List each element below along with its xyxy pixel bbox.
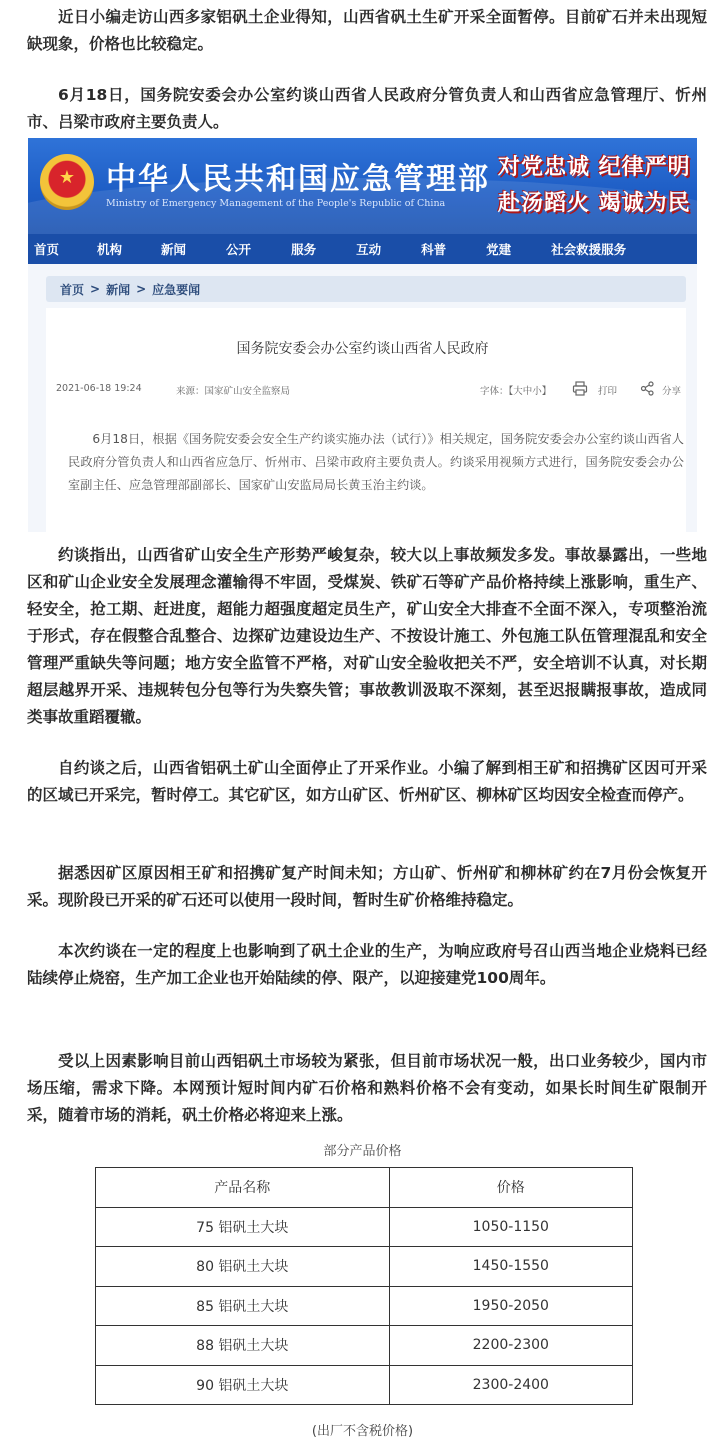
product-price: 1050-1150: [389, 1207, 632, 1247]
article-body: 6月18日，根据《国务院安委会安全生产约谈实施办法（试行）》相关规定，国务院安委会办公室约谈山西省人民政府分管负责人和山西省应急厅、忻州市、吕梁市政府主要负责人。约谈采用视频方式进行，国务院安委会办公室副主任、应急管理部副部长、国家矿山安监局局长黄玉治主约谈。: [68, 432, 684, 492]
article-date: 2021-06-18 19:24: [56, 383, 142, 394]
product-name: 88 铝矾土大块: [96, 1326, 390, 1366]
share-label[interactable]: 分享: [662, 386, 682, 397]
product-name: 75 铝矾土大块: [96, 1207, 390, 1247]
national-emblem-icon: ★: [40, 154, 94, 210]
site-banner: [28, 138, 697, 234]
nav-item-science[interactable]: 科普: [421, 242, 447, 257]
table-row: [96, 1207, 633, 1247]
breadcrumb: [46, 276, 686, 302]
nav-item-interact[interactable]: 互动: [356, 242, 382, 257]
nav-item-home[interactable]: 首页: [34, 242, 60, 257]
column-header-price: 价格: [389, 1168, 632, 1208]
paragraph-resume: 据悉因矿区原因相王矿和招携矿复产时间未知；方山矿、忻州矿和柳林矿约在7月份会恢复开采。现阶段已开采的矿石还可以使用一段时间，暂时生矿价格维持稳定。: [27, 864, 707, 909]
print-label[interactable]: 打印: [598, 386, 618, 397]
column-header-name: 产品名称: [96, 1168, 390, 1208]
slogan-line2: 赴汤蹈火 竭诚为民: [498, 190, 691, 216]
embedded-website-screenshot: [28, 138, 697, 532]
table-row: [96, 1247, 633, 1287]
product-price: 2200-2300: [389, 1326, 632, 1366]
table-note: (出厂不含税价格): [311, 1424, 414, 1439]
product-price: 2300-2400: [389, 1365, 632, 1405]
nav-item-party[interactable]: 党建: [486, 242, 512, 257]
site-title-en: Ministry of Emergency Management of the People's Republic of China: [106, 198, 446, 209]
site-nav: [28, 234, 697, 264]
print-icon[interactable]: [572, 381, 588, 396]
site-title: 中华人民共和国应急管理部: [106, 162, 490, 197]
breadcrumb-separator: >: [90, 282, 101, 296]
font-size-control[interactable]: 字体：【大中小】: [480, 386, 552, 397]
paragraph-outlook: 受以上因素影响目前山西铝矾土市场较为紧张，但目前市场状况一般，出口业务较少，国内市场压缩，需求下降。本网预计短时间内矿石价格和熟料价格不会有变动，如果长时间生矿限制开采，随着市场的消耗，矾土价格必将迎来上涨。: [27, 1052, 707, 1124]
paragraph-impact: 本次约谈在一定的程度上也影响到了矾土企业的生产，为响应政府号召山西当地企业烧料已经陆续停止烧窑，生产加工企业也开始陆续的停、限产，以迎接建党100周年。: [27, 942, 707, 987]
article-source: 来源：国家矿山安全监察局: [176, 386, 291, 397]
slogan-line1: 对党忠诚 纪律严明: [498, 154, 691, 180]
product-price: 1950-2050: [389, 1286, 632, 1326]
table-caption: 部分产品价格: [323, 1144, 402, 1159]
nav-item-rescue[interactable]: 社会救援服务: [551, 242, 627, 257]
paragraph-intro: 近日小编走访山西多家铝矾土企业得知，山西省矾土生矿开采全面暂停。目前矿石并未出现短缺现象，价格也比较稳定。: [27, 8, 707, 53]
breadcrumb-news[interactable]: 新闻: [106, 282, 131, 297]
product-price: 1450-1550: [389, 1247, 632, 1287]
nav-item-org[interactable]: 机构: [97, 242, 123, 257]
nav-item-news[interactable]: 新闻: [161, 242, 187, 257]
product-name: 85 铝矾土大块: [96, 1286, 390, 1326]
table-header-row: [96, 1168, 633, 1208]
breadcrumb-separator: >: [136, 282, 147, 296]
article-title: 国务院安委会办公室约谈山西省人民政府: [236, 341, 489, 357]
nav-item-service[interactable]: 服务: [291, 242, 317, 257]
product-name: 90 铝矾土大块: [96, 1365, 390, 1405]
paragraph-mining-stopped: 自约谈之后，山西省铝矾土矿山全面停止了开采作业。小编了解到相王矿和招携矿区因可开采的区域已开采完，暂时停工。其它矿区，如方山矿区、忻州矿区、柳林矿区均因安全检查而停产。: [27, 759, 707, 804]
product-name: 80 铝矾土大块: [96, 1247, 390, 1287]
breadcrumb-current: 应急要闻: [152, 282, 201, 297]
share-icon[interactable]: [640, 381, 655, 396]
table-row: [96, 1286, 633, 1326]
paragraph-findings: 约谈指出，山西省矿山安全生产形势严峻复杂，较大以上事故频发多发。事故暴露出，一些地区和矿山企业安全发展理念灌输得不牢固，受煤炭、铁矿石等矿产品价格持续上涨影响，重生产、轻安全，抢工期、赶进度，超能力超强度超定员生产，矿山安全大排查不全面不深入，专项整治流于形式，存在假整合乱整合、边探矿边建设边生产、不按设计施工、外包施工队伍管理混乱和安全管理严重缺失等问题；地方安全监管不严格，对矿山安全验收把关不严，安全培训不认真，对长期超层越界开采、违规转包分包等行为失察失管；事故教训汲取不深刻，甚至迟报瞒报事故，造成同类事故重蹈覆辙。: [27, 546, 707, 726]
breadcrumb-home[interactable]: 首页: [60, 282, 85, 297]
price-table: [95, 1167, 633, 1405]
nav-item-open[interactable]: 公开: [226, 242, 252, 257]
paragraph-june18: 6月18日，国务院安委会办公室约谈山西省人民政府分管负责人和山西省应急管理厅、忻州市、吕梁市政府主要负责人。: [27, 86, 707, 131]
table-row: [96, 1326, 633, 1366]
table-row: [96, 1365, 633, 1405]
